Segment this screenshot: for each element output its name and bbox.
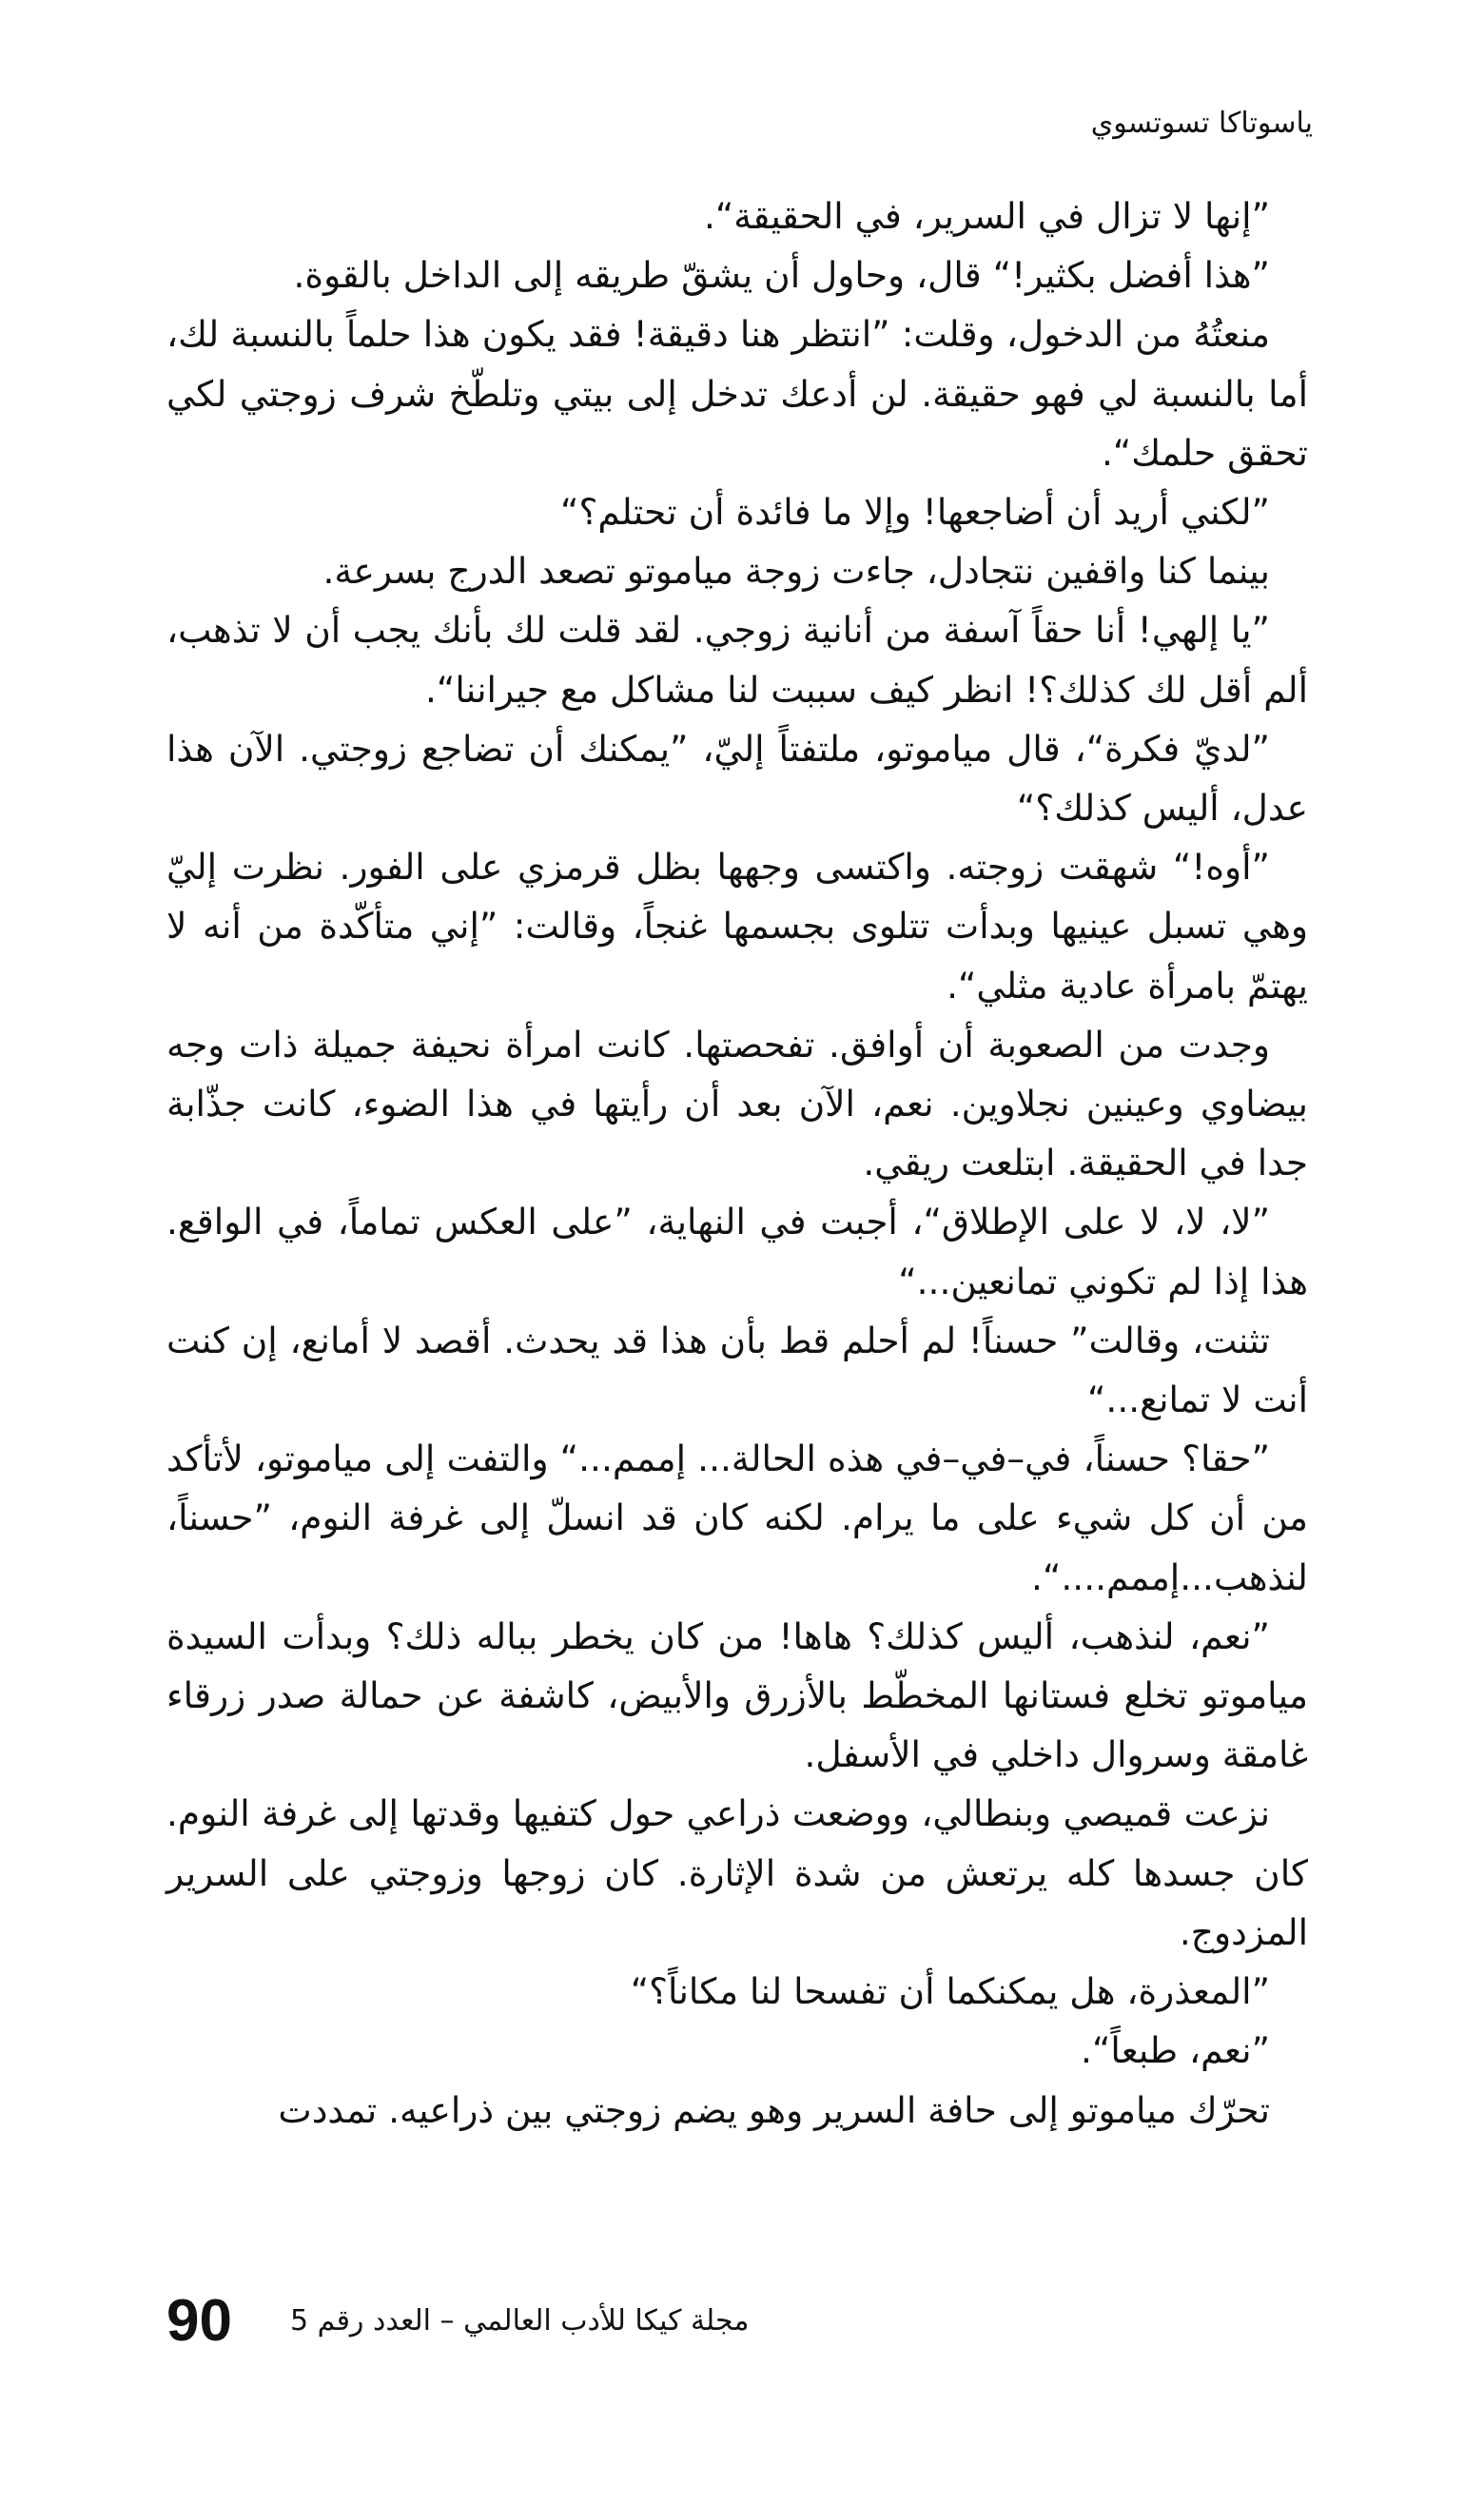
running-head: ياسوتاكا تسوتسوي: [1090, 107, 1313, 140]
paragraph: ”هذا أفضل بكثير!“ قال، وحاول أن يشقّ طريقه إلى الداخل بالقوة.: [293, 254, 1270, 297]
paragraph: ”نعم، لنذهب، أليس كذلك؟ هاها! من كان يخطر بباله ذلك؟ وبدأت السيدة مياموتو تخلع فستانها المخطّط بالأزرق والأبيض، كاشفة عن حمالة صدر زرقاء غامقة وسروال داخلي في الأسفل.: [166, 1614, 1308, 1776]
journal-title: مجلة كيكا للأدب العالمي – العدد رقم 5: [290, 2304, 750, 2338]
paragraph: ”أوه!“ شهقت زوجته. واكتسى وجهها بظل قرمزي على الفور. نظرت إليّ وهي تسبل عينيها وبدأت تتلوى بجسمها غنجاً، وقالت: ”إني متأكّدة من أنه لا يهتمّ بامرأة عادية مثلي“.: [166, 846, 1308, 1007]
paragraph: ”نعم، طبعاً“.: [1081, 2029, 1270, 2072]
body-text: [166, 186, 1308, 2140]
paragraph: منعتُهُ من الدخول، وقلت: ”انتظر هنا دقيقة! فقد يكون هذا حلماً بالنسبة لك، أما بالنسبة لي فهو حقيقة. لن أدعك تدخل إلى بيتي وتلطّخ شرف زوجتي لكي تحقق حلمك“.: [166, 313, 1308, 474]
paragraph: ”حقا؟ حسناً، في–في–في هذه الحالة... إممم...“ والتفت إلى مياموتو، لأتأكد من أن كل شيء على ما يرام. لكنه كان قد انسلّ إلى غرفة النوم، ”حسناً، لنذهب...إممم....“.: [166, 1438, 1308, 1598]
page-number: 90: [166, 2288, 232, 2354]
paragraph: ”إنها لا تزال في السرير، في الحقيقة“.: [703, 195, 1270, 237]
paragraph: ”يا إلهي! أنا حقاً آسفة من أنانية زوجي. لقد قلت لك بأنك يجب أن لا تذهب، ألم أقل لك كذلك؟! انظر كيف سببت لنا مشاكل مع جيراننا“.: [166, 609, 1308, 711]
paragraph: نزعت قميصي وبنطالي، ووضعت ذراعي حول كتفيها وقدتها إلى غرفة النوم. كان جسدها كله يرتعش من شدة الإثارة. كان زوجها وزوجتي على السرير المزدوج.: [166, 1792, 1308, 1953]
paragraph: وجدت من الصعوبة أن أوافق. تفحصتها. كانت امرأة نحيفة جميلة ذات وجه بيضاوي وعينين نجلاوين. نعم، الآن بعد أن رأيتها في هذا الضوء، كانت جذّابة جدا في الحقيقة. ابتلعت ريقي.: [166, 1023, 1308, 1184]
paragraph: بينما كنا واقفين نتجادل، جاءت زوجة مياموتو تصعد الدرج بسرعة.: [322, 550, 1270, 593]
paragraph: ”المعذرة، هل يمكنكما أن تفسحا لنا مكاناً؟“: [630, 1970, 1270, 2013]
paragraph: ”لكني أريد أن أضاجعها! وإلا ما فائدة أن تحتلم؟“: [560, 491, 1270, 534]
paragraph: ”لديّ فكرة“، قال مياموتو، ملتفتاً إليّ، ”يمكنك أن تضاجع زوجتي. الآن هذا عدل، أليس كذلك؟“: [166, 727, 1308, 830]
paragraph: ”لا، لا، لا على الإطلاق“، أجبت في النهاية، ”على العكس تماماً، في الواقع. هذا إذا لم تكوني تمانعين...“: [166, 1201, 1308, 1302]
paragraph: تثنت، وقالت” حسناً! لم أحلم قط بأن هذا قد يحدث. أقصد لا أمانع، إن كنت أنت لا تمانع...“: [166, 1319, 1308, 1421]
paragraph: تحرّك مياموتو إلى حافة السرير وهو يضم زوجتي بين ذراعيه. تمددت: [278, 2088, 1270, 2131]
page-footer: [166, 2283, 1308, 2369]
